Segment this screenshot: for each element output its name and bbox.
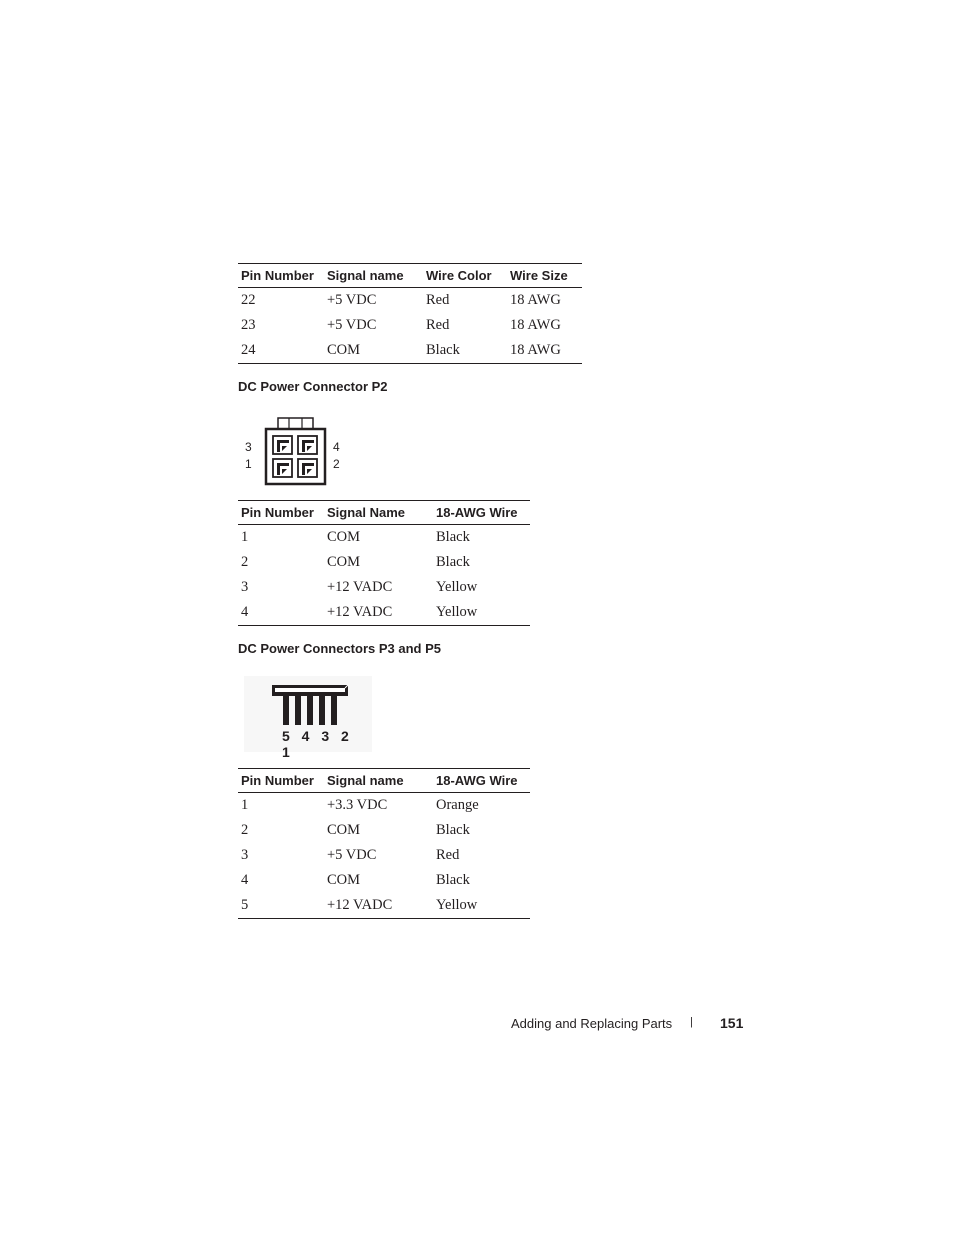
- col-header-signal-name: Signal Name: [324, 501, 433, 525]
- col-header-wire-size: Wire Size: [507, 264, 582, 288]
- wire-color-cell: Black: [436, 822, 470, 838]
- page-number: 151: [720, 1015, 744, 1031]
- table-row: [238, 525, 530, 551]
- col-header-wire-color: Wire Color: [423, 264, 507, 288]
- pin-number-cell: 3: [241, 579, 249, 595]
- wire-size-cell: 18 AWG: [510, 317, 561, 333]
- wire-size-cell: 18 AWG: [510, 342, 561, 358]
- footer-section-title: Adding and Replacing Parts: [511, 1016, 673, 1031]
- wire-table-p2: [238, 500, 530, 626]
- wire-table-main-connector: [238, 263, 582, 364]
- p2-connector-diagram: [238, 416, 348, 488]
- col-header-signal-name: Signal name: [324, 264, 423, 288]
- signal-name-cell: +5 VDC: [327, 292, 377, 308]
- table-row: [238, 818, 530, 843]
- signal-name-cell: +5 VDC: [327, 317, 377, 333]
- signal-name-cell: +5 VDC: [327, 847, 377, 863]
- table-row: [238, 288, 582, 314]
- wire-color-cell: Yellow: [436, 604, 478, 620]
- table-row: [238, 600, 530, 626]
- p3-p5-pin-labels: 5 4 3 2 1: [282, 728, 353, 760]
- pin-number-cell: 24: [241, 342, 256, 358]
- wire-color-cell: Black: [436, 872, 470, 888]
- pin-label-4: 4: [333, 440, 340, 454]
- wire-color-cell: Yellow: [436, 897, 478, 913]
- signal-name-cell: COM: [327, 822, 361, 838]
- signal-name-cell: +12 VADC: [327, 897, 393, 913]
- pin-number-cell: 2: [241, 554, 249, 570]
- wire-color-cell: Black: [426, 342, 460, 358]
- wire-size-cell: 18 AWG: [510, 292, 561, 308]
- signal-name-cell: +3.3 VDC: [327, 797, 388, 813]
- p2-connector-icon: [238, 416, 348, 488]
- pin-label-1: 1: [245, 457, 252, 471]
- signal-name-cell: COM: [327, 554, 361, 570]
- col-header-pin-number: Pin Number: [238, 264, 324, 288]
- signal-name-cell: +12 VADC: [327, 579, 393, 595]
- p3-p5-connector-diagram: [244, 676, 372, 760]
- pin-number-cell: 22: [241, 292, 256, 308]
- pin-number-cell: 5: [241, 897, 249, 913]
- signal-name-cell: +12 VADC: [327, 604, 393, 620]
- col-header-wire: 18-AWG Wire: [433, 769, 530, 793]
- col-header-pin-number: Pin Number: [238, 769, 324, 793]
- wire-table-p3-p5: [238, 768, 530, 919]
- signal-name-cell: COM: [327, 342, 361, 358]
- table-row: [238, 338, 582, 364]
- table-row: [238, 313, 582, 338]
- pin-number-cell: 4: [241, 872, 249, 888]
- signal-name-cell: COM: [327, 529, 361, 545]
- table-header-row: [238, 501, 530, 525]
- table-header-row: [238, 769, 530, 793]
- wire-color-cell: Black: [436, 529, 470, 545]
- table-row: [238, 793, 530, 819]
- section-heading-p3-p5: DC Power Connectors P3 and P5: [238, 641, 441, 656]
- col-header-signal-name: Signal name: [324, 769, 433, 793]
- wire-color-cell: Red: [426, 317, 450, 333]
- table-row: [238, 843, 530, 868]
- table-row: [238, 893, 530, 919]
- pin-number-cell: 1: [241, 529, 249, 545]
- pin-number-cell: 4: [241, 604, 249, 620]
- table-header-row: [238, 264, 582, 288]
- pin-number-cell: 23: [241, 317, 256, 333]
- pin-number-cell: 1: [241, 797, 249, 813]
- footer-separator: |: [690, 1016, 693, 1028]
- pin-label-2: 2: [333, 457, 340, 471]
- wire-color-cell: Red: [436, 847, 460, 863]
- wire-color-cell: Orange: [436, 797, 479, 813]
- pin-number-cell: 3: [241, 847, 249, 863]
- table-row: [238, 868, 530, 893]
- wire-color-cell: Yellow: [436, 579, 478, 595]
- section-heading-p2: DC Power Connector P2: [238, 379, 388, 394]
- col-header-pin-number: Pin Number: [238, 501, 324, 525]
- wire-color-cell: Black: [436, 554, 470, 570]
- wire-color-cell: Red: [426, 292, 450, 308]
- table-row: [238, 575, 530, 600]
- table-row: [238, 550, 530, 575]
- signal-name-cell: COM: [327, 872, 361, 888]
- pin-label-3: 3: [245, 440, 252, 454]
- col-header-wire: 18-AWG Wire: [433, 501, 530, 525]
- pin-number-cell: 2: [241, 822, 249, 838]
